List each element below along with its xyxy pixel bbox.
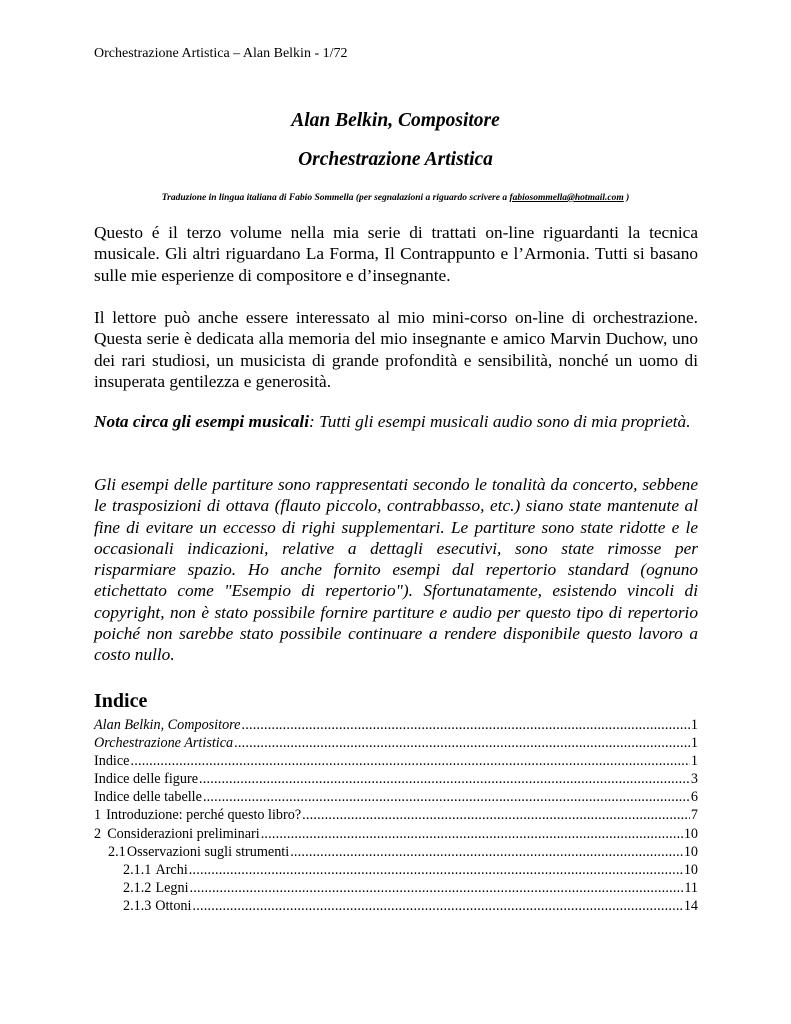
- toc-entry-page: 3: [690, 771, 698, 788]
- toc-leader-dots: [241, 717, 689, 734]
- toc-entry-page: 14: [683, 897, 698, 914]
- toc-entry[interactable]: [94, 807, 698, 825]
- toc-entry-page: 10: [683, 861, 698, 878]
- examples-note-paragraph: [94, 411, 698, 432]
- toc-heading: Indice: [94, 690, 148, 712]
- toc-entry[interactable]: [94, 735, 698, 753]
- toc-entry-page: 11: [684, 879, 698, 896]
- toc-leader-dots: [130, 753, 689, 770]
- toc-entry-page: 1: [690, 753, 698, 770]
- toc-entry[interactable]: [94, 826, 698, 844]
- toc-leader-dots: [290, 844, 683, 861]
- toc-entry-title: Alan Belkin, Compositore: [94, 717, 241, 733]
- toc-leader-dots: [192, 898, 682, 915]
- toc-entry-title: Indice delle figure: [94, 771, 198, 788]
- examples-note-text: : Tutti gli esempi musicali audio sono di mia proprietà.: [309, 412, 691, 431]
- toc-entry-title: Indice: [94, 753, 130, 770]
- intro-paragraph: Questo é il terzo volume nella mia serie di trattati on-line riguardanti la tecnica musicale. Gli altri riguardano La Forma, Il Contrappunto e l’Armonia. Tutti si basano sulle mie esperienze di compositore e d’insegnante.: [94, 223, 698, 285]
- toc-entry[interactable]: [94, 789, 698, 807]
- toc-entry-title: Osservazioni sugli strumenti: [126, 843, 290, 860]
- toc-leader-dots: [261, 826, 683, 843]
- running-header: Orchestrazione Artistica – Alan Belkin - 1/72: [94, 46, 348, 61]
- toc-leader-dots: [190, 880, 684, 897]
- toc-entry-title: Introduzione: perché questo libro?: [106, 807, 302, 824]
- examples-note-lead: Nota circa gli esempi musicali: [94, 412, 310, 431]
- toc-entry-page: 10: [683, 825, 698, 842]
- toc-entry-title: Orchestrazione Artistica: [94, 735, 234, 752]
- toc-entry[interactable]: [94, 898, 698, 916]
- toc-entry[interactable]: [94, 717, 698, 735]
- toc-leader-dots: [189, 862, 683, 879]
- toc-entry-title: Ottoni: [155, 897, 192, 914]
- toc-entry-number: 2: [94, 825, 102, 842]
- table-of-contents: [94, 717, 698, 916]
- toc-entry-number: 1: [94, 807, 102, 824]
- toc-entry[interactable]: [94, 862, 698, 880]
- toc-leader-dots: [203, 789, 690, 806]
- toc-entry-page: 1: [690, 717, 698, 733]
- toc-entry[interactable]: [94, 844, 698, 862]
- toc-entry-number: 2.1.1: [123, 861, 152, 878]
- document-title: Orchestrazione Artistica: [298, 149, 493, 170]
- toc-entry-number: 2.1.2: [123, 879, 152, 896]
- toc-entry-page: 6: [690, 789, 698, 806]
- dedication-paragraph: Il lettore può anche essere interessato al mio mini-corso on-line di orchestrazione. Questa serie è dedicata alla memoria del mio insegnante e amico Marvin Duchow, uno dei rari studiosi, un musicista di grande profondità e sensibilità, nonché un uomo di insuperata gentilezza e generosità.: [94, 308, 698, 391]
- score-notes-paragraph: Gli esempi delle partiture sono rappresentati secondo le tonalità da concerto, sebbene le trasposizioni di ottava (flauto piccolo, contrabbasso, etc.) siano state mantenute al fine di evitare un eccesso di righi supplementari. Le partiture sono state ridotte e le occasionali indicazioni, relative a dettagli esecutivi, sono state rimosse per risparmiare spazio. Ho anche fornito esempi dal repertorio standard (ognuno etichettato come "Esempio di repertorio"). Sfortunatamente, esistendo vincoli di copyright, non è stato possibile fornire partiture e audio per questo tipo di repertorio poiché non sarebbe stato possibile continuare a rendere disponibile questo lavoro a costo nullo.: [94, 475, 698, 665]
- toc-entry-number: 2.1.3: [123, 897, 152, 914]
- toc-entry-page: 7: [690, 807, 698, 824]
- toc-entry-page: 1: [690, 735, 698, 752]
- toc-entry-title: Legni: [155, 879, 189, 896]
- toc-entry-title: Indice delle tabelle: [94, 789, 202, 806]
- toc-entry-title: Considerazioni preliminari: [107, 825, 260, 842]
- toc-entry-number: 2.1: [108, 843, 126, 860]
- toc-leader-dots: [302, 807, 690, 824]
- toc-entry[interactable]: [94, 753, 698, 771]
- toc-leader-dots: [199, 771, 690, 788]
- toc-leader-dots: [234, 735, 690, 752]
- toc-entry[interactable]: [94, 880, 698, 898]
- toc-entry-page: 10: [683, 843, 698, 860]
- toc-entry[interactable]: [94, 771, 698, 789]
- toc-entry-title: Archi: [155, 861, 188, 878]
- translation-close: ): [623, 193, 630, 203]
- translation-note: [0, 193, 791, 203]
- document-title-author: Alan Belkin, Compositore: [291, 110, 500, 131]
- translation-text: Traduzione in lingua italiana di Fabio Sommella (per segnalazioni a riguardo scrivere a: [161, 193, 510, 203]
- translator-email-link[interactable]: fabiosommella@hotmail.com: [509, 193, 624, 203]
